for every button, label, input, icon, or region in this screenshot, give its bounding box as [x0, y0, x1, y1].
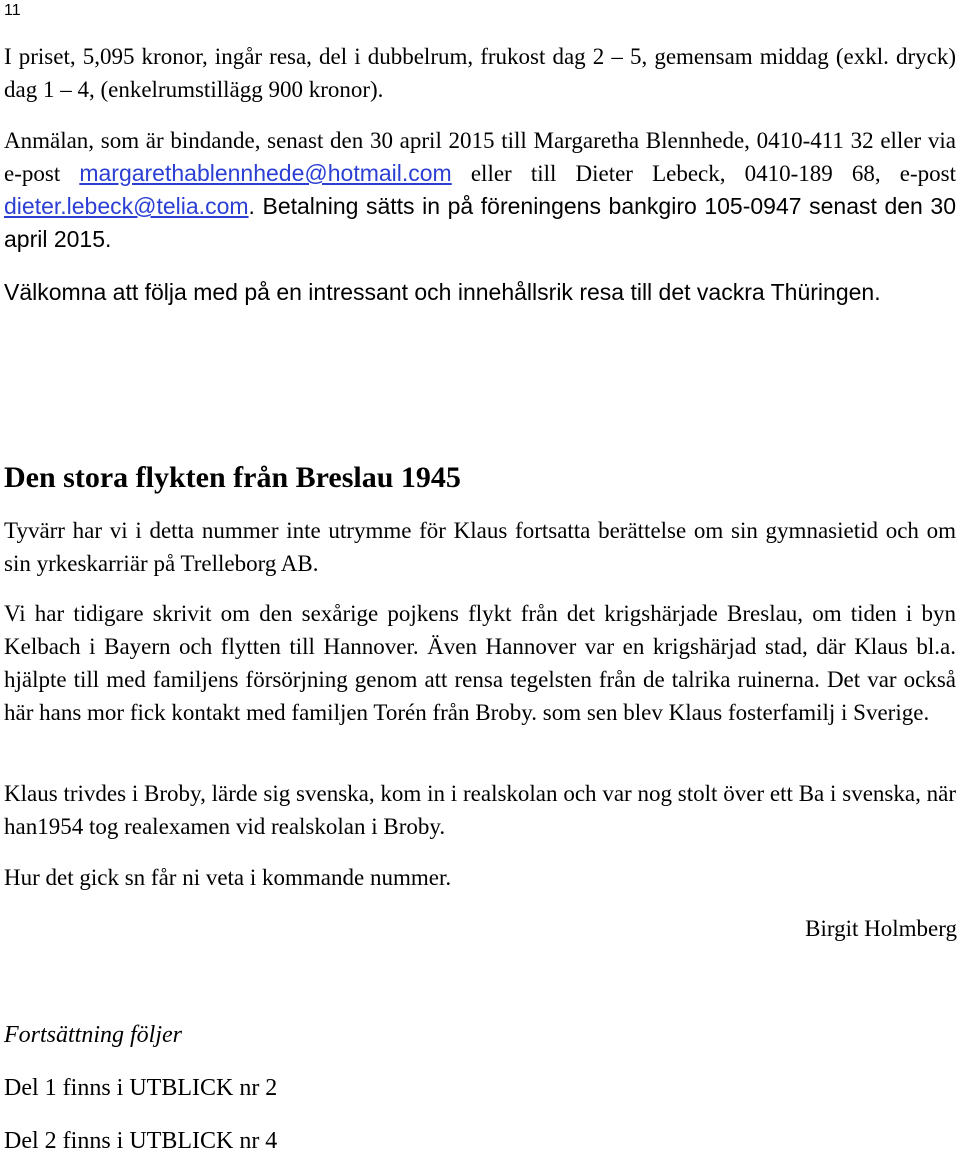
registration-text-b: eller till Dieter Lebeck, 0410-189 68, e-post — [451, 161, 956, 186]
part-1-reference: Del 1 finns i UTBLICK nr 2 — [4, 1075, 278, 1101]
signature: Birgit Holmberg — [805, 916, 957, 941]
registration-paragraph — [4, 124, 956, 256]
registration-period: . — [248, 193, 255, 219]
article-paragraph-2: Vi har tidigare skrivit om den sexårige pojkens flykt från det krigshärjade Breslau, om tiden i byn Kelbach i Bayern och flytten till Hannover. Även Hannover var en krigshärjad stad, där Klaus bl.a. hjälpte till med familjens försörjning genom att rensa tegelsten från de talrika ruinerna. Det var också här hans mor fick kontakt med familjen Torén från Broby. som sen blev Klaus fosterfamilj i Sverige. — [4, 601, 956, 725]
article-paragraph-3: Klaus trivdes i Broby, lärde sig svenska, kom in i realskolan och var nog stolt över ett Ba i svenska, när han1954 tog realexamen vid realskolan i Broby. — [4, 781, 956, 839]
registration-text-a: Anmälan, som är bindande, senast den 30 april 2015 till Margaretha Blennhede, 0410-411 32 eller via e-post — [4, 128, 956, 186]
email-link-margaretha[interactable]: margarethablennhede@hotmail.com — [79, 160, 452, 186]
payment-text: Betalning sätts in på föreningens bankgiro 105-0947 senast den 30 april 2015. — [4, 193, 956, 252]
article-paragraph-4: Hur det gick sn får ni veta i kommande nummer. — [4, 865, 452, 890]
welcome-paragraph: Välkomna att följa med på en intressant och innehållsrik resa till det vackra Thüringen. — [4, 279, 881, 305]
continuation-note: Fortsättning följer — [4, 1022, 183, 1048]
price-paragraph: I priset, 5,095 kronor, ingår resa, del i dubbelrum, frukost dag 2 – 5, gemensam middag (exkl. dryck) dag 1 – 4, (enkelrumstillägg 900 kronor). — [4, 44, 956, 102]
email-link-dieter[interactable]: dieter.lebeck@telia.com — [4, 193, 249, 219]
article-paragraph-1: Tyvärr har vi i detta nummer inte utrymme för Klaus fortsatta berättelse om sin gymnasietid och om sin yrkeskarriär på Trelleborg AB. — [4, 518, 956, 576]
page-number: 11 — [4, 2, 21, 19]
article-heading: Den stora flykten från Breslau 1945 — [4, 461, 461, 494]
part-2-reference: Del 2 finns i UTBLICK nr 4 — [4, 1128, 278, 1154]
